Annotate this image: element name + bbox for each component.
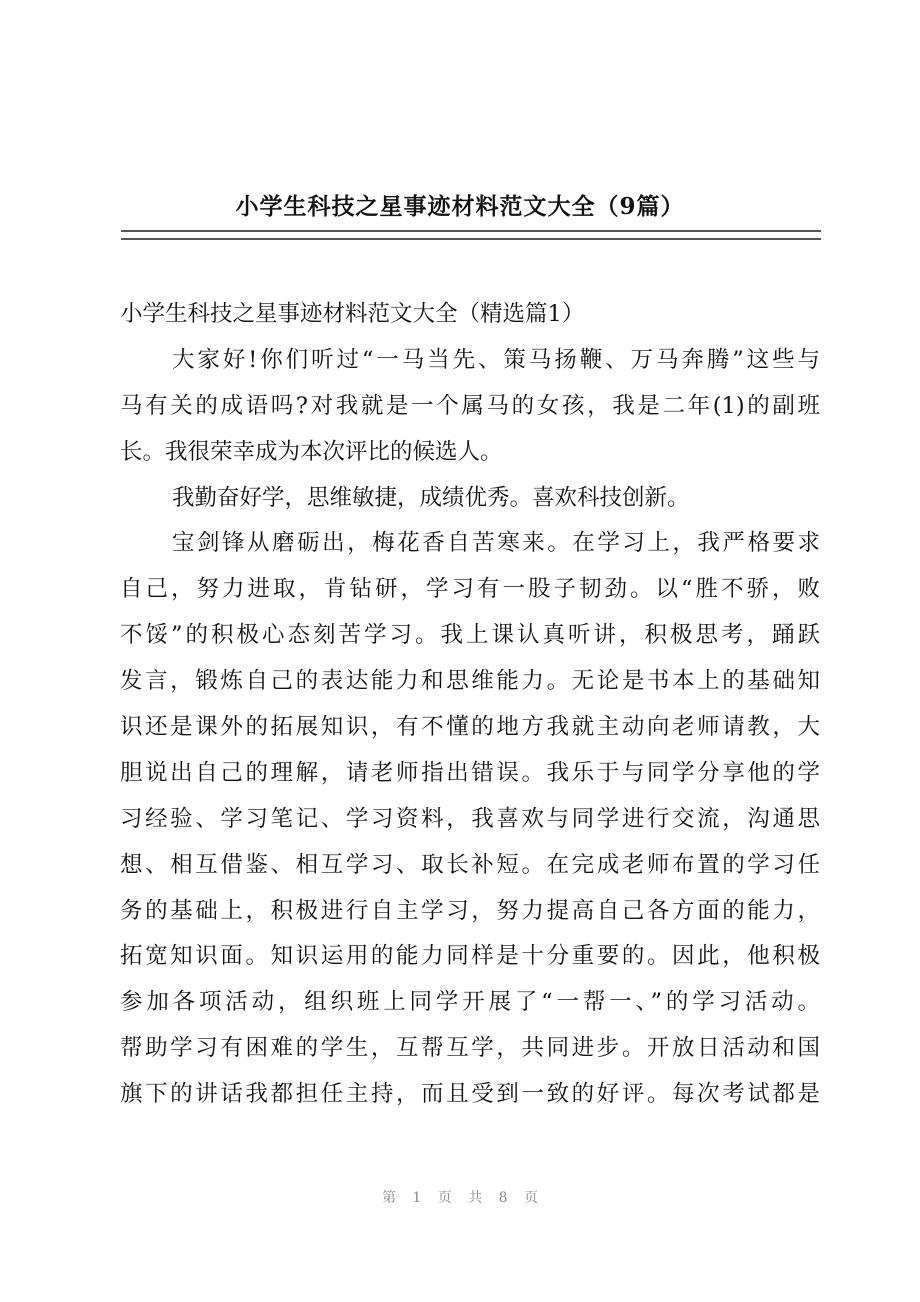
text-line: 我勤奋好学，思维敏捷，成绩优秀。喜欢科技创新。 bbox=[172, 484, 690, 511]
text-line: 大家好!你们听过“一马当先、策马扬鞭、万马奔腾”这些与 bbox=[172, 346, 820, 373]
text-line: 拓宽知识面。知识运用的能力同样是十分重要的。因此，他积极 bbox=[120, 943, 820, 970]
text-line: 发言，锻炼自己的表达能力和思维能力。无论是书本上的基础知 bbox=[120, 668, 820, 695]
text-line: 长。我很荣幸成为本次评比的候选人。 bbox=[120, 438, 503, 465]
text-line: 务的基础上，积极进行自主学习，努力提高自己各方面的能力， bbox=[120, 897, 820, 924]
text-line: 想、相互借鉴、相互学习、取长补短。在完成老师布置的学习任 bbox=[120, 851, 820, 878]
text-line: 马有关的成语吗?对我就是一个属马的女孩，我是二年(1)的副班 bbox=[120, 392, 820, 419]
text-line: 自己，努力进取，肯钻研，学习有一股子韧劲。以“胜不骄，败 bbox=[120, 576, 820, 603]
text-line: 宝剑锋从磨砺出，梅花香自苦寒来。在学习上，我严格要求 bbox=[172, 530, 820, 557]
title-divider bbox=[121, 230, 821, 240]
text-line: 帮助学习有困难的学生，互帮互学，共同进步。开放日活动和国 bbox=[120, 1035, 820, 1062]
section-heading: 小学生科技之星事迹材料范文大全（精选篇1） bbox=[120, 301, 585, 327]
text-line: 习经验、学习笔记、学习资料，我喜欢与同学进行交流，沟通思 bbox=[120, 805, 820, 832]
text-line: 识还是课外的拓展知识，有不懂的地方我就主动向老师请教，大 bbox=[120, 714, 820, 741]
page-footer: 第 1 页 共 8 页 bbox=[381, 1190, 539, 1206]
text-line: 旗下的讲话我都担任主持，而且受到一致的好评。每次考试都是 bbox=[120, 1081, 820, 1108]
text-line: 不馁”的积极心态刻苦学习。我上课认真听讲，积极思考，踊跃 bbox=[120, 622, 820, 649]
document-body bbox=[120, 292, 820, 1118]
text-line: 参加各项活动，组织班上同学开展了“一帮一、”的学习活动。 bbox=[120, 989, 820, 1016]
text-line: 胆说出自己的理解，请老师指出错误。我乐于与同学分享他的学 bbox=[120, 759, 820, 786]
document-title: 小学生科技之星事迹材料范文大全（9篇） bbox=[235, 193, 685, 220]
